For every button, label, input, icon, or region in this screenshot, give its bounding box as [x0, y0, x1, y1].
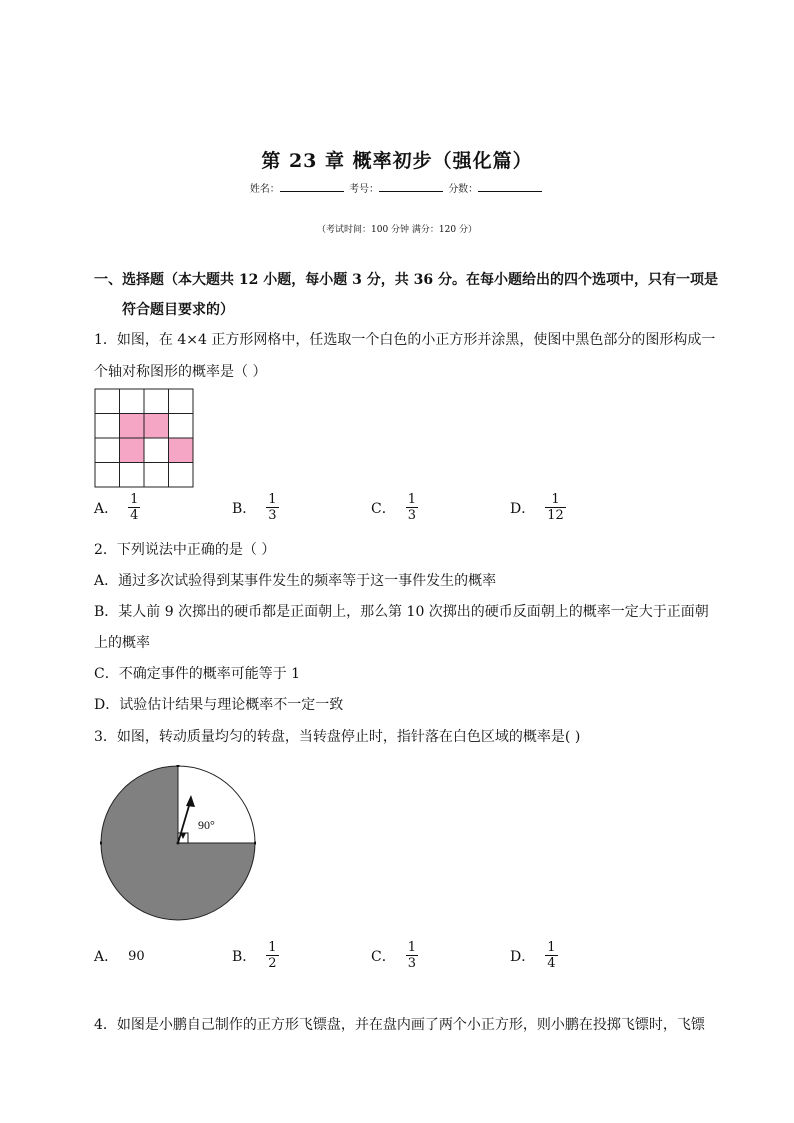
name-blank[interactable] [280, 182, 344, 192]
page-title: 第 23 章 概率初步（强化篇） [261, 150, 533, 172]
grid-cell [120, 414, 145, 439]
q2-option-c[interactable]: C．不确定事件的概率可能等于 1 [94, 666, 301, 682]
grid-cell [144, 414, 169, 439]
q2-option-a[interactable]: A．通过多次试验得到某事件发生的频率等于这一事件发生的概率 [94, 573, 497, 589]
grid-cell [144, 438, 169, 463]
exam-no-blank[interactable] [379, 182, 443, 192]
option-fraction: $\frac{1}{3}$ [407, 940, 416, 971]
q1-option-a[interactable] [94, 492, 140, 523]
grid-cell [95, 389, 120, 414]
option-fraction: $\frac{1}{2}$ [268, 940, 277, 971]
grid-cell [120, 463, 145, 488]
exam-note: （考试时间：100 分钟 满分：120 分） [317, 225, 477, 235]
q2-option-b-line1[interactable]: B．某人前 9 次掷出的硬币都是正面朝上，那么第 10 次掷出的硬币反面朝上的概率一定大于正面朝 [94, 604, 709, 620]
grid-cells [95, 389, 193, 487]
angle-label: 90° [198, 818, 215, 832]
section-heading-line1: 一、选择题（本大题共 12 小题，每小题 3 分，共 36 分。在每小题给出的四个选项中，只有一项是 [94, 272, 718, 288]
score-blank[interactable] [478, 182, 542, 192]
grid-cell [169, 389, 194, 414]
q2-option-d[interactable]: D．试验估计结果与理论概率不一定一致 [94, 697, 344, 713]
option-label: C． [371, 500, 396, 517]
option-label: D． [510, 500, 536, 517]
score-label: 分数： [448, 184, 479, 195]
option-fraction: $\frac{1}{12}$ [547, 492, 564, 523]
option-label: A． [94, 949, 119, 965]
option-fraction: $\frac{1}{4}$ [547, 940, 556, 971]
q3-option-d[interactable] [510, 940, 558, 971]
q4-stem: 4．如图是小鹏自己制作的正方形飞镖盘，并在盘内画了两个小正方形，则小鹏在投掷飞镖时，飞镖 [94, 1017, 705, 1033]
grid-cell [95, 438, 120, 463]
q3-option-b[interactable] [232, 940, 279, 971]
q2-option-b-line2: 上的概率 [94, 635, 150, 651]
q1-stem-line1: 1．如图，在 4×4 正方形网格中，任选取一个白色的小正方形并涂黑，使图中黑色部分的图形构成一 [94, 332, 716, 348]
q3-option-c[interactable] [371, 940, 418, 971]
option-fraction: $\frac{1}{3}$ [407, 492, 416, 523]
option-label: B． [232, 500, 257, 517]
grid-cell [144, 389, 169, 414]
section-heading-line2: 符合题目要求的） [122, 302, 234, 318]
q1-option-c[interactable] [371, 492, 418, 523]
q1-option-b[interactable] [232, 492, 279, 523]
grid-cell [169, 438, 194, 463]
option-label: D． [510, 948, 536, 965]
exam-no-label: 考号： [349, 184, 379, 195]
grid-cell [95, 414, 120, 439]
q1-stem-line2: 个轴对称图形的概率是（ ） [94, 364, 267, 380]
grid-cell [120, 438, 145, 463]
name-label: 姓名： [249, 184, 280, 195]
student-info-row [0, 180, 794, 195]
q3-stem: 3．如图，转动质量均匀的转盘，当转盘停止时，指针落在白色区域的概率是( ) [94, 729, 581, 745]
option-fraction: $\frac{1}{4}$ [130, 492, 139, 523]
option-label: A． [94, 500, 119, 517]
q1-option-d[interactable] [510, 492, 566, 523]
option-label: C． [371, 948, 396, 965]
q3-option-a[interactable] [94, 946, 145, 966]
option-fraction: $\frac{1}{3}$ [268, 492, 277, 523]
grid-cell [169, 414, 194, 439]
option-label: B． [232, 948, 257, 965]
q3-spinner-figure [100, 765, 256, 921]
grid-cell [144, 463, 169, 488]
q2-stem: 2．下列说法中正确的是（ ） [94, 542, 276, 558]
grid-cell [169, 463, 194, 488]
grid-cell [95, 463, 120, 488]
q1-grid-figure [94, 388, 194, 488]
grid-cell [120, 389, 145, 414]
option-value: 90 [128, 948, 145, 964]
spinner-center [177, 842, 180, 845]
